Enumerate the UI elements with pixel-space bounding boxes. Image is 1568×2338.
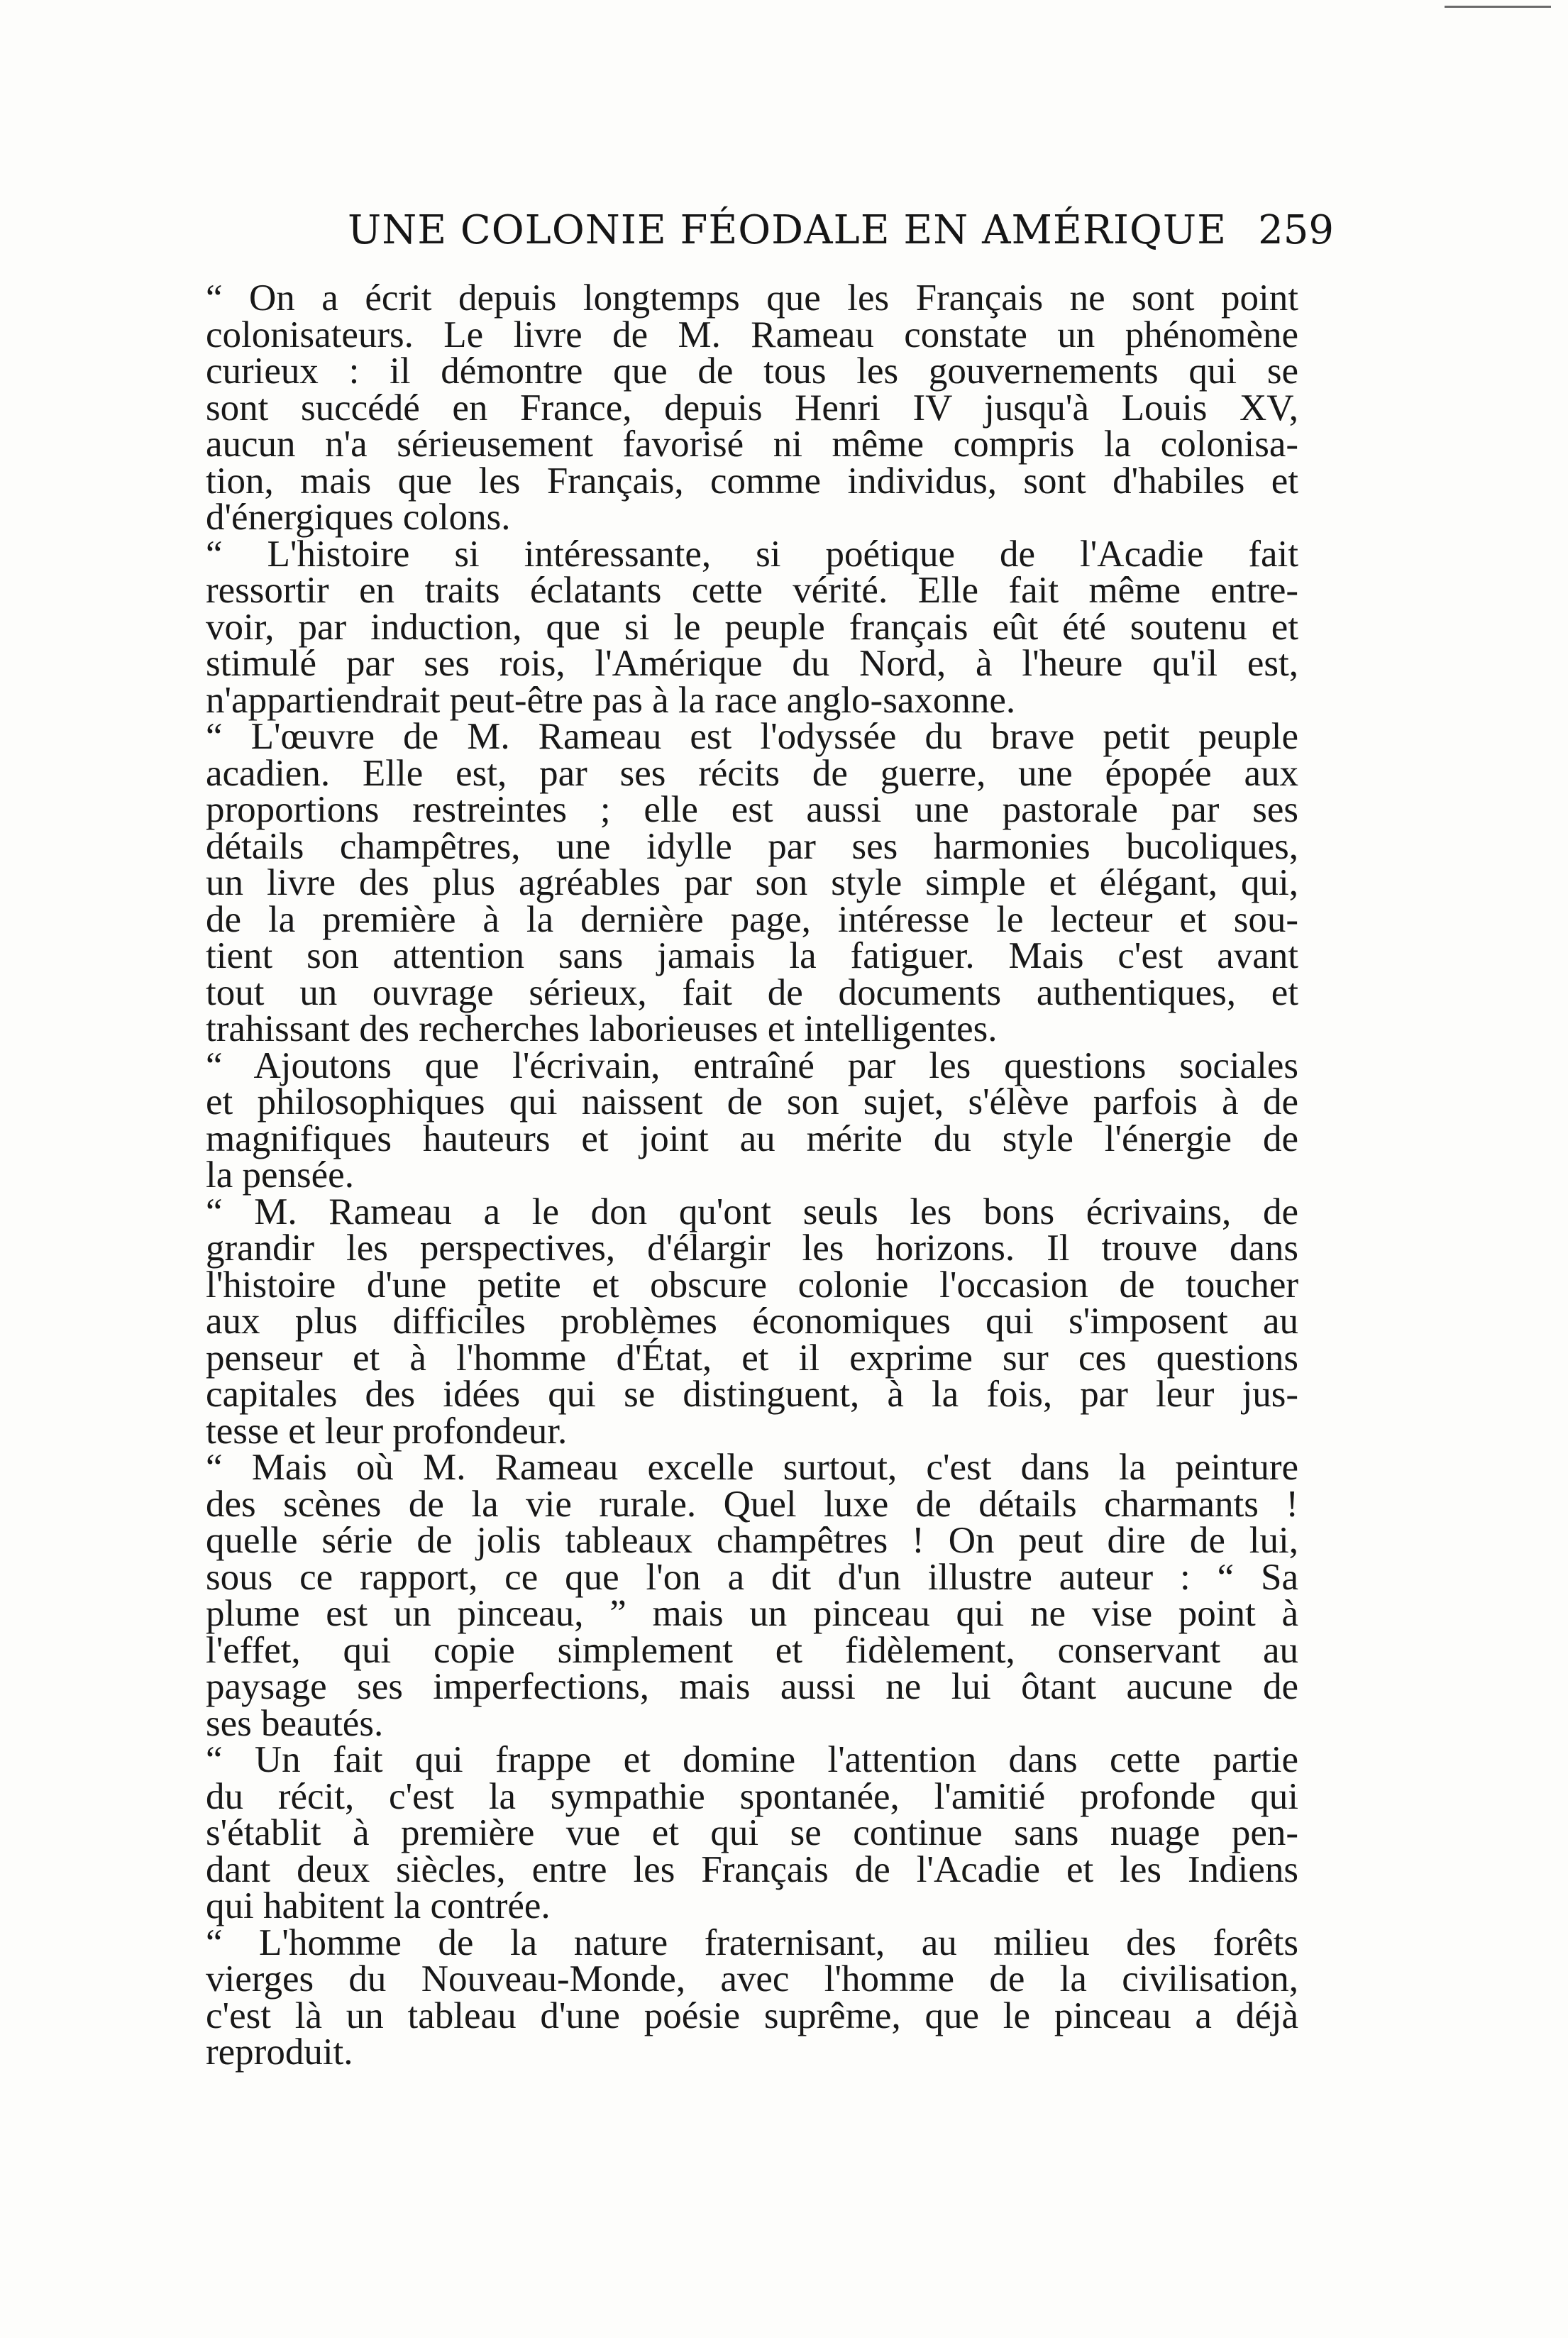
text-line: c'est là un tableau d'une poésie suprême, que le pinceau a déjà	[206, 1995, 1298, 2036]
text-line: paysage ses imperfections, mais aussi ne lui ôtant aucune de	[206, 1666, 1298, 1707]
paragraph	[206, 277, 1298, 538]
text-line: “ L'œuvre de M. Rameau est l'odyssée du brave petit peuple	[206, 716, 1298, 757]
text-line: capitales des idées qui se distinguent, à la fois, par leur jus-	[206, 1374, 1298, 1415]
text-line: sont succédé en France, depuis Henri IV jusqu'à Louis XV,	[206, 387, 1298, 429]
text-line: “ Mais où M. Rameau excelle surtout, c'est dans la peinture	[206, 1447, 1298, 1488]
text-line: “ On a écrit depuis longtemps que les Français ne sont point	[206, 277, 1298, 319]
text-line: vierges du Nouveau-Monde, avec l'homme de la civilisation,	[206, 1958, 1298, 2000]
paragraph	[206, 716, 1298, 1049]
paragraph	[206, 1191, 1298, 1452]
paragraph	[206, 533, 1298, 721]
text-line: colonisateurs. Le livre de M. Rameau constate un phénomène	[206, 314, 1298, 355]
text-line: quelle série de jolis tableaux champêtres ! On peut dire de lui,	[206, 1520, 1298, 1561]
text-line: reproduit.	[206, 2031, 353, 2073]
text-line: des scènes de la vie rurale. Quel luxe de détails charmants !	[206, 1483, 1298, 1525]
text-line: qui habitent la contrée.	[206, 1885, 551, 1926]
text-line: l'effet, qui copie simplement et fidèlement, conservant au	[206, 1629, 1298, 1671]
text-line: “ Ajoutons que l'écrivain, entraîné par les questions sociales	[206, 1044, 1298, 1086]
paragraph	[206, 1044, 1298, 1196]
text-line: “ Un fait qui frappe et domine l'attention dans cette partie	[206, 1739, 1298, 1780]
text-line: un livre des plus agréables par son style simple et élégant, qui,	[206, 862, 1298, 903]
text-line: tient son attention sans jamais la fatiguer. Mais c'est avant	[206, 935, 1298, 976]
text-line: détails champêtres, une idylle par ses harmonies bucoliques,	[206, 825, 1298, 867]
scan-edge-mark	[1445, 6, 1551, 8]
text-line: “ L'histoire si intéressante, si poétique de l'Acadie fait	[206, 533, 1298, 575]
text-line: penseur et à l'homme d'État, et il exprime sur ces questions	[206, 1337, 1298, 1379]
text-line: tout un ouvrage sérieux, fait de documents authentiques, et	[206, 971, 1298, 1013]
paragraph	[206, 1447, 1298, 1744]
text-line: ses beautés.	[206, 1702, 384, 1744]
page-number: 259	[1258, 207, 1334, 253]
text-line: n'appartiendrait peut-être pas à la race anglo-saxonne.	[206, 679, 1016, 721]
paragraph	[206, 1739, 1298, 1926]
text-line: la pensée.	[206, 1154, 354, 1196]
text-line: acadien. Elle est, par ses récits de guerre, une épopée aux	[206, 752, 1298, 794]
text-line: voir, par induction, que si le peuple français eût été soutenu et	[206, 606, 1298, 648]
text-line: plume est un pinceau, ” mais un pinceau qui ne vise point à	[206, 1593, 1298, 1634]
paragraph	[206, 1921, 1298, 2073]
body-text	[206, 277, 1298, 2073]
text-line: “ M. Rameau a le don qu'ont seuls les bons écrivains, de	[206, 1191, 1298, 1233]
text-line: tesse et leur profondeur.	[206, 1410, 568, 1452]
text-line: d'énergiques colons.	[206, 497, 511, 538]
text-line: curieux : il démontre que de tous les gouvernements qui se	[206, 351, 1298, 392]
text-line: grandir les perspectives, d'élargir les horizons. Il trouve dans	[206, 1228, 1298, 1269]
text-line: proportions restreintes ; elle est aussi une pastorale par ses	[206, 789, 1298, 830]
text-line: “ L'homme de la nature fraternisant, au milieu des forêts	[206, 1921, 1298, 1963]
running-title: UNE COLONIE FÉODALE EN AMÉRIQUE	[348, 207, 1227, 253]
text-line: du récit, c'est la sympathie spontanée, l'amitié profonde qui	[206, 1775, 1298, 1817]
text-line: sous ce rapport, ce que l'on a dit d'un illustre auteur : “ Sa	[206, 1556, 1298, 1598]
text-line: l'histoire d'une petite et obscure colonie l'occasion de toucher	[206, 1264, 1298, 1306]
text-line: s'établit à première vue et qui se continue sans nuage pen-	[206, 1812, 1298, 1853]
text-line: tion, mais que les Français, comme individus, sont d'habiles et	[206, 460, 1298, 502]
text-line: aux plus difficiles problèmes économiques qui s'imposent au	[206, 1301, 1298, 1342]
text-line: ressortir en traits éclatants cette vérité. Elle fait même entre-	[206, 570, 1298, 611]
running-header	[348, 202, 1334, 266]
text-line: aucun n'a sérieusement favorisé ni même compris la colonisa-	[206, 424, 1298, 465]
text-line: stimulé par ses rois, l'Amérique du Nord, à l'heure qu'il est,	[206, 643, 1298, 684]
text-line: de la première à la dernière page, intéresse le lecteur et sou-	[206, 898, 1298, 940]
text-line: dant deux siècles, entre les Français de l'Acadie et les Indiens	[206, 1848, 1298, 1890]
text-line: trahissant des recherches laborieuses et intelligentes.	[206, 1008, 998, 1049]
text-line: et philosophiques qui naissent de son sujet, s'élève parfois à de	[206, 1081, 1298, 1123]
text-line: magnifiques hauteurs et joint au mérite du style l'énergie de	[206, 1118, 1298, 1159]
